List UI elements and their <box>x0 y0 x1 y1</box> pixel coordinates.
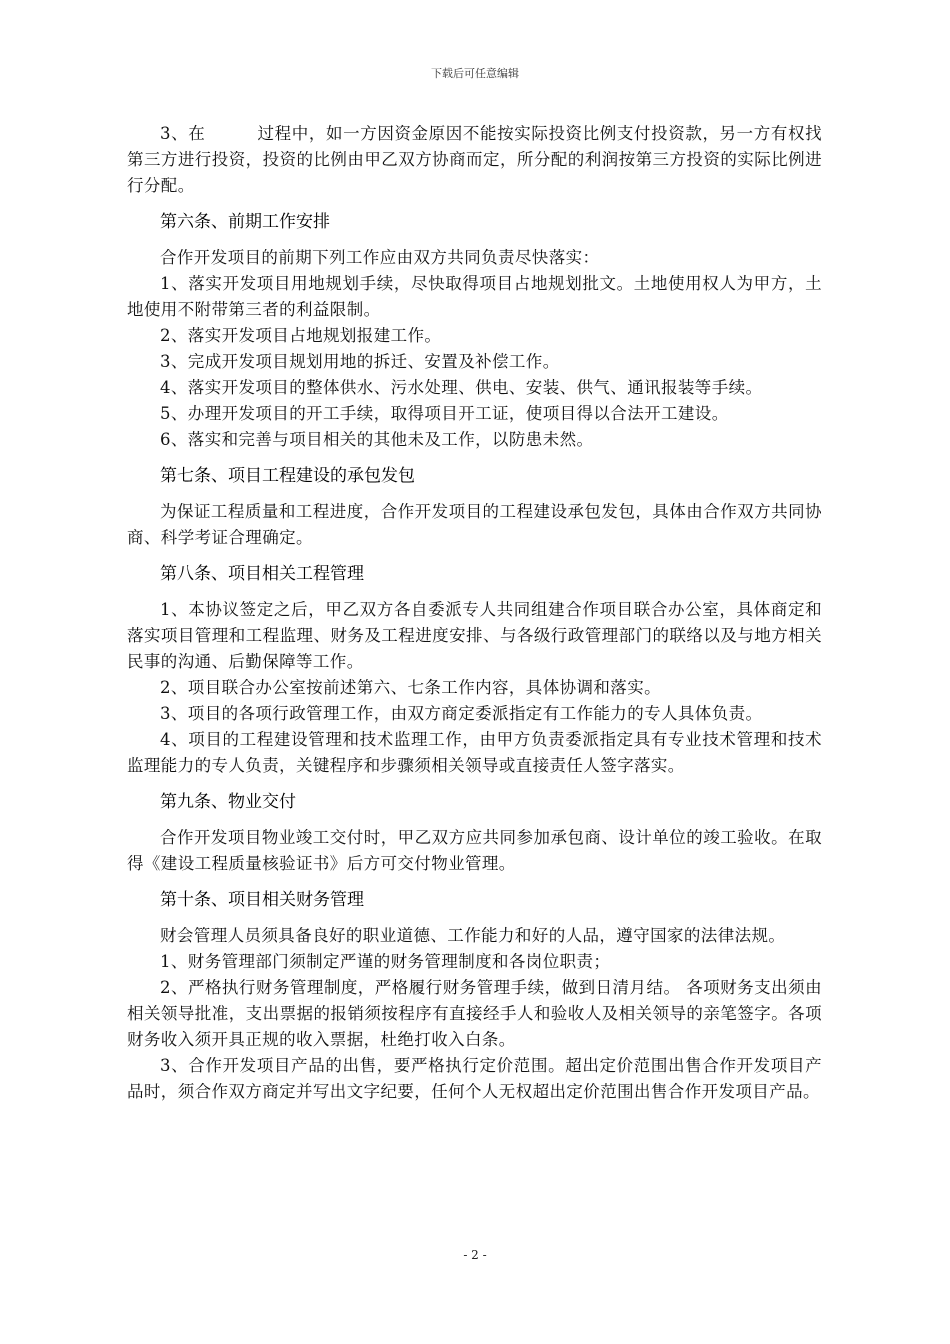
article-8-item-2: 2、项目联合办公室按前述第六、七条工作内容，具体协调和落实。 <box>160 678 661 697</box>
article-8-item-4: 4、项目的工程建设管理和技术监理工作，由甲方负责委派指定具有专业技术管理和技术监理能力的专人负责，关键程序和步骤须相关领导或直接责任人签字落实。 <box>127 730 822 775</box>
article-9-paragraph: 合作开发项目物业竣工交付时，甲乙双方应共同参加承包商、设计单位的竣工验收。在取得《建设工程质量核验证书》后方可交付物业管理。 <box>127 828 822 873</box>
article-6-item-3: 3、完成开发项目规划用地的拆迁、安置及补偿工作。 <box>160 352 560 371</box>
article-6-item-2: 2、落实开发项目占地规划报建工作。 <box>160 326 442 345</box>
article-6-item-4: 4、落实开发项目的整体供水、污水处理、供电、安装、供气、通讯报装等手续。 <box>160 378 763 397</box>
page-number: - 2 - <box>463 1248 487 1262</box>
article-10-heading: 第十条、项目相关财务管理 <box>160 890 364 910</box>
article-10-intro: 财会管理人员须具备良好的职业道德、工作能力和好的人品，遵守国家的法律法规。 <box>160 926 786 945</box>
article-6-item-5: 5、办理开发项目的开工手续，取得项目开工证，使项目得以合法开工建设。 <box>160 404 729 423</box>
clause-3-text: 过程中，如一方因资金原因不能按实际投资比例支付投资款，另一方有权找第三方进行投资，投资的比例由甲乙双方协商而定，所分配的利润按第三方投资的实际比例进行分配。 <box>127 124 823 195</box>
article-6-intro: 合作开发项目的前期下列工作应由双方共同负责尽快落实： <box>160 248 600 267</box>
article-8-item-1: 1、本协议签定之后，甲乙双方各自委派专人共同组建合作项目联合办公室，具体商定和落实项目管理和工程监理、财务及工程进度安排、与各级行政管理部门的联络以及与地方相关民事的沟通、后勤保障等工作。 <box>127 600 822 671</box>
article-8-item-3: 3、项目的各项行政管理工作，由双方商定委派指定有工作能力的专人具体负责。 <box>160 704 763 723</box>
article-10-item-3: 3、合作开发项目产品的出售，要严格执行定价范围。超出定价范围出售合作开发项目产品时，须合作双方商定并写出文字纪要，任何个人无权超出定价范围出售合作开发项目产品。 <box>127 1056 822 1101</box>
header-note: 下载后可任意编辑 <box>431 67 519 80</box>
article-6-item-1: 1、落实开发项目用地规划手续，尽快取得项目占地规划批文。土地使用权人为甲方，土地使用不附带第三者的利益限制。 <box>127 274 822 319</box>
article-6-item-6: 6、落实和完善与项目相关的其他未及工作，以防患未然。 <box>160 430 594 449</box>
document-body <box>127 121 822 1105</box>
article-9-heading: 第九条、物业交付 <box>160 792 296 812</box>
article-6-heading: 第六条、前期工作安排 <box>160 212 330 232</box>
clause-3-paragraph <box>127 121 822 199</box>
article-7-paragraph: 为保证工程质量和工程进度，合作开发项目的工程建设承包发包，具体由合作双方共同协商、科学考证合理确定。 <box>127 502 822 547</box>
article-8-heading: 第八条、项目相关工程管理 <box>160 564 364 584</box>
clause-3-lead: 3、在 <box>160 124 206 143</box>
article-10-item-2: 2、严格执行财务管理制度，严格履行财务管理手续，做到日清月结。 各项财务支出须由相关领导批准，支出票据的报销须按程序有直接经手人和验收人及相关领导的亲笔签字。各项财务收入须开具正规的收入票据，杜绝打收入白条。 <box>127 978 822 1049</box>
article-10-item-1: 1、财务管理部门须制定严谨的财务管理制度和各岗位职责； <box>160 952 611 971</box>
article-7-heading: 第七条、项目工程建设的承包发包 <box>160 466 415 486</box>
